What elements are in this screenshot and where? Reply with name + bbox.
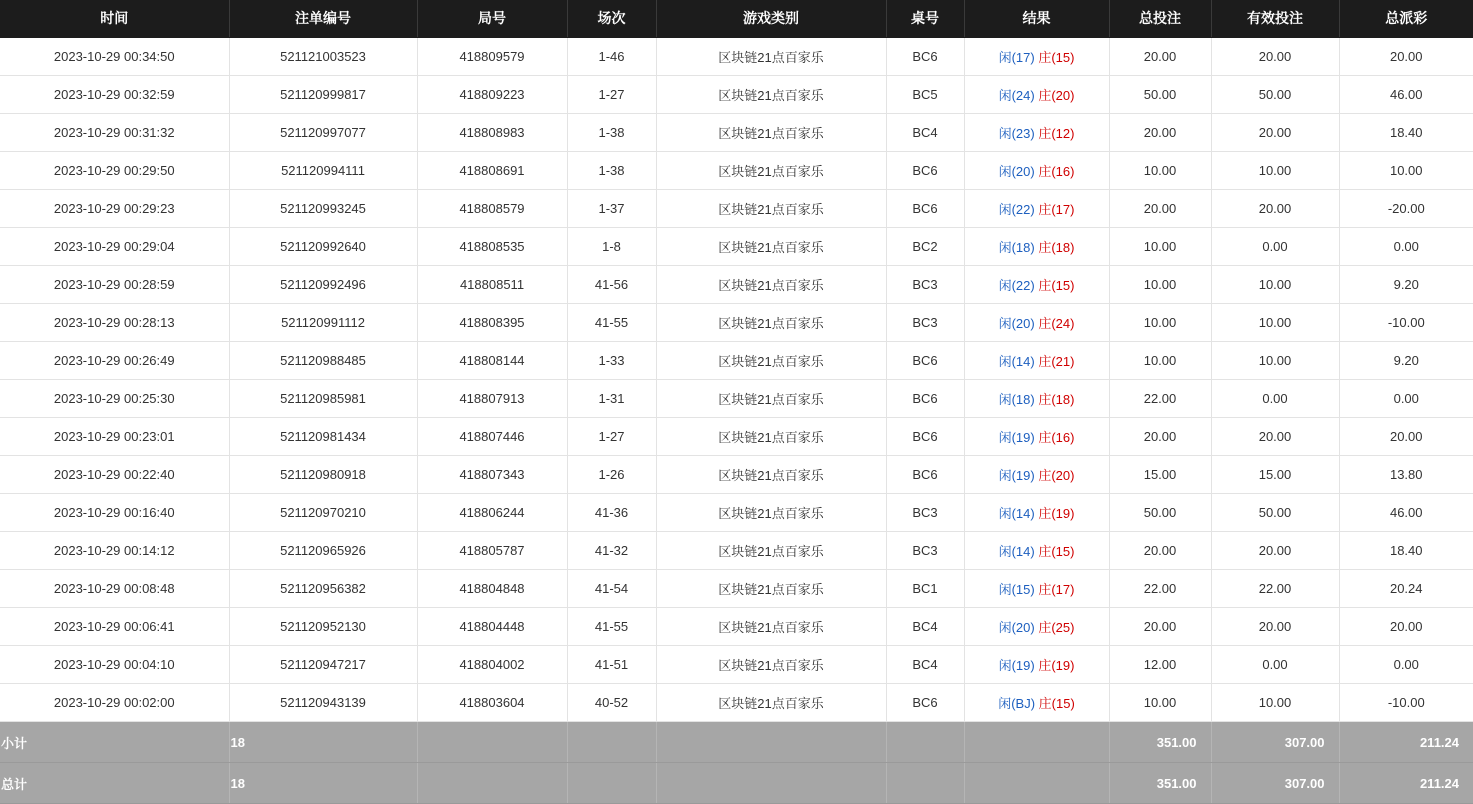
cell-total-bet[interactable]: 12.00: [1109, 646, 1211, 684]
cell-game-type: 区块链21点百家乐: [656, 570, 886, 608]
cell-result: [964, 190, 1109, 228]
result-player: 闲(19): [998, 658, 1035, 673]
cell-result: [964, 152, 1109, 190]
table-row: [0, 228, 1473, 266]
cell-order-no: 521120985981: [229, 380, 417, 418]
cell-total-payout: 20.00: [1339, 418, 1473, 456]
result-banker: 庄(15): [1038, 544, 1075, 559]
cell-valid-bet: 20.00: [1211, 38, 1339, 76]
cell-session: 1-27: [567, 418, 656, 456]
cell-order-no: 521120994111: [229, 152, 417, 190]
cell-total-payout: 20.00: [1339, 608, 1473, 646]
cell-result: [964, 114, 1109, 152]
cell-result: [964, 228, 1109, 266]
result-banker: 庄(15): [1038, 50, 1075, 65]
result-player: 闲(15): [998, 582, 1035, 597]
table-row: [0, 114, 1473, 152]
table-row: [0, 608, 1473, 646]
subtotal-valid-bet: 307.00: [1211, 722, 1339, 763]
cell-total-payout: 18.40: [1339, 532, 1473, 570]
cell-table-no: BC3: [886, 532, 964, 570]
cell-game-type: 区块链21点百家乐: [656, 646, 886, 684]
result-player: 闲(20): [998, 620, 1035, 635]
table-row: [0, 456, 1473, 494]
subtotal-round-no: [417, 722, 567, 763]
cell-order-no: 521120999817: [229, 76, 417, 114]
cell-total-payout: -10.00: [1339, 684, 1473, 722]
cell-table-no: BC3: [886, 266, 964, 304]
cell-result: [964, 38, 1109, 76]
result-banker: 庄(20): [1038, 88, 1075, 103]
cell-table-no: BC1: [886, 570, 964, 608]
cell-round-no: 418807913: [417, 380, 567, 418]
cell-table-no: BC2: [886, 228, 964, 266]
result-player: 闲(20): [998, 164, 1035, 179]
cell-result: [964, 608, 1109, 646]
cell-time: 2023-10-29 00:34:50: [0, 38, 229, 76]
cell-time: 2023-10-29 00:32:59: [0, 76, 229, 114]
cell-total-payout: 46.00: [1339, 76, 1473, 114]
column-header-table-no[interactable]: 桌号: [886, 0, 964, 38]
result-player: 闲(19): [998, 468, 1035, 483]
result-player: 闲(17): [998, 50, 1035, 65]
cell-total-bet[interactable]: 20.00: [1109, 190, 1211, 228]
cell-session: 1-27: [567, 76, 656, 114]
cell-total-payout: -20.00: [1339, 190, 1473, 228]
result-player: 闲(24): [998, 88, 1035, 103]
cell-total-bet[interactable]: 20.00: [1109, 38, 1211, 76]
cell-result: [964, 76, 1109, 114]
column-header-game-type[interactable]: 游戏类别: [656, 0, 886, 38]
cell-total-bet[interactable]: 10.00: [1109, 228, 1211, 266]
cell-table-no: BC5: [886, 76, 964, 114]
table-row: [0, 152, 1473, 190]
subtotal-table-no: [886, 722, 964, 763]
table-row: [0, 304, 1473, 342]
result-player: 闲(19): [998, 430, 1035, 445]
cell-game-type: 区块链21点百家乐: [656, 152, 886, 190]
cell-time: 2023-10-29 00:16:40: [0, 494, 229, 532]
cell-order-no: 521120991112: [229, 304, 417, 342]
cell-round-no: 418808579: [417, 190, 567, 228]
cell-order-no: 521120981434: [229, 418, 417, 456]
cell-order-no: 521120993245: [229, 190, 417, 228]
cell-round-no: 418808395: [417, 304, 567, 342]
cell-time: 2023-10-29 00:25:30: [0, 380, 229, 418]
result-player: 闲(22): [998, 202, 1035, 217]
cell-time: 2023-10-29 00:28:13: [0, 304, 229, 342]
cell-total-payout: 13.80: [1339, 456, 1473, 494]
result-player: 闲(20): [998, 316, 1035, 331]
cell-time: 2023-10-29 00:04:10: [0, 646, 229, 684]
cell-game-type: 区块链21点百家乐: [656, 684, 886, 722]
cell-total-payout: 0.00: [1339, 380, 1473, 418]
cell-total-payout: 0.00: [1339, 228, 1473, 266]
cell-table-no: BC6: [886, 684, 964, 722]
cell-round-no: 418804002: [417, 646, 567, 684]
cell-table-no: BC6: [886, 190, 964, 228]
cell-session: 40-52: [567, 684, 656, 722]
result-banker: 庄(16): [1038, 430, 1075, 445]
result-player: 闲(14): [998, 354, 1035, 369]
cell-valid-bet: 20.00: [1211, 114, 1339, 152]
cell-game-type: 区块链21点百家乐: [656, 380, 886, 418]
cell-session: 1-46: [567, 38, 656, 76]
cell-total-payout: -10.00: [1339, 304, 1473, 342]
column-header-valid-bet[interactable]: 有效投注: [1211, 0, 1339, 38]
cell-game-type: 区块链21点百家乐: [656, 532, 886, 570]
cell-round-no: 418807343: [417, 456, 567, 494]
cell-game-type: 区块链21点百家乐: [656, 456, 886, 494]
cell-total-bet[interactable]: 20.00: [1109, 418, 1211, 456]
column-header-order-no[interactable]: 注单编号: [229, 0, 417, 38]
result-banker: 庄(16): [1038, 164, 1075, 179]
cell-round-no: 418807446: [417, 418, 567, 456]
cell-round-no: 418804848: [417, 570, 567, 608]
cell-session: 41-54: [567, 570, 656, 608]
cell-session: 1-8: [567, 228, 656, 266]
column-header-total-payout[interactable]: 总派彩: [1339, 0, 1473, 38]
cell-valid-bet: 10.00: [1211, 152, 1339, 190]
cell-order-no: 521121003523: [229, 38, 417, 76]
cell-round-no: 418809579: [417, 38, 567, 76]
cell-total-payout: 18.40: [1339, 114, 1473, 152]
cell-valid-bet: 10.00: [1211, 266, 1339, 304]
table-row: [0, 684, 1473, 722]
result-banker: 庄(20): [1038, 468, 1075, 483]
cell-total-bet[interactable]: 10.00: [1109, 304, 1211, 342]
cell-round-no: 418808511: [417, 266, 567, 304]
cell-order-no: 521120992640: [229, 228, 417, 266]
cell-time: 2023-10-29 00:23:01: [0, 418, 229, 456]
result-banker: 庄(17): [1038, 582, 1075, 597]
result-player: 闲(22): [998, 278, 1035, 293]
cell-valid-bet: 0.00: [1211, 646, 1339, 684]
cell-valid-bet: 20.00: [1211, 190, 1339, 228]
result-player: 闲(14): [998, 506, 1035, 521]
grandtotal-label: 总计: [0, 763, 229, 804]
cell-table-no: BC6: [886, 456, 964, 494]
cell-time: 2023-10-29 00:08:48: [0, 570, 229, 608]
cell-result: [964, 532, 1109, 570]
grandtotal-row: [0, 763, 1473, 804]
subtotal-game-type: [656, 722, 886, 763]
grandtotal-session: [567, 763, 656, 804]
cell-table-no: BC4: [886, 114, 964, 152]
cell-result: [964, 380, 1109, 418]
cell-total-bet[interactable]: 20.00: [1109, 532, 1211, 570]
result-player: 闲(18): [998, 240, 1035, 255]
result-banker: 庄(17): [1038, 202, 1075, 217]
cell-table-no: BC6: [886, 380, 964, 418]
column-header-round-no[interactable]: 局号: [417, 0, 567, 38]
result-banker: 庄(19): [1038, 506, 1075, 521]
cell-total-bet[interactable]: 50.00: [1109, 494, 1211, 532]
cell-table-no: BC6: [886, 38, 964, 76]
cell-session: 1-38: [567, 152, 656, 190]
cell-order-no: 521120980918: [229, 456, 417, 494]
cell-total-payout: 46.00: [1339, 494, 1473, 532]
result-banker: 庄(18): [1038, 392, 1075, 407]
cell-game-type: 区块链21点百家乐: [656, 494, 886, 532]
cell-game-type: 区块链21点百家乐: [656, 114, 886, 152]
cell-valid-bet: 50.00: [1211, 76, 1339, 114]
cell-table-no: BC6: [886, 152, 964, 190]
grandtotal-total-bet: 351.00: [1109, 763, 1211, 804]
table-header-row: [0, 0, 1473, 38]
cell-valid-bet: 10.00: [1211, 304, 1339, 342]
subtotal-count: 18: [229, 722, 417, 763]
cell-session: 1-31: [567, 380, 656, 418]
cell-valid-bet: 10.00: [1211, 342, 1339, 380]
result-player: 闲(23): [998, 126, 1035, 141]
cell-round-no: 418804448: [417, 608, 567, 646]
cell-round-no: 418808691: [417, 152, 567, 190]
cell-time: 2023-10-29 00:29:50: [0, 152, 229, 190]
cell-valid-bet: 15.00: [1211, 456, 1339, 494]
table-row: [0, 38, 1473, 76]
cell-total-bet[interactable]: 15.00: [1109, 456, 1211, 494]
table-row: [0, 190, 1473, 228]
cell-game-type: 区块链21点百家乐: [656, 418, 886, 456]
cell-order-no: 521120970210: [229, 494, 417, 532]
cell-table-no: BC3: [886, 304, 964, 342]
cell-result: [964, 456, 1109, 494]
grandtotal-game-type: [656, 763, 886, 804]
subtotal-total-payout: 211.24: [1339, 722, 1473, 763]
cell-time: 2023-10-29 00:29:23: [0, 190, 229, 228]
grandtotal-valid-bet: 307.00: [1211, 763, 1339, 804]
table-row: [0, 646, 1473, 684]
cell-round-no: 418805787: [417, 532, 567, 570]
cell-result: [964, 646, 1109, 684]
subtotal-total-bet: 351.00: [1109, 722, 1211, 763]
cell-total-bet[interactable]: 22.00: [1109, 380, 1211, 418]
cell-session: 41-55: [567, 304, 656, 342]
cell-total-payout: 9.20: [1339, 266, 1473, 304]
cell-valid-bet: 20.00: [1211, 418, 1339, 456]
table-row: [0, 342, 1473, 380]
result-banker: 庄(24): [1038, 316, 1075, 331]
cell-valid-bet: 10.00: [1211, 684, 1339, 722]
cell-result: [964, 494, 1109, 532]
column-header-time[interactable]: 时间: [0, 0, 229, 38]
cell-session: 1-33: [567, 342, 656, 380]
result-banker: 庄(21): [1038, 354, 1075, 369]
cell-valid-bet: 20.00: [1211, 608, 1339, 646]
cell-order-no: 521120947217: [229, 646, 417, 684]
grandtotal-round-no: [417, 763, 567, 804]
cell-order-no: 521120988485: [229, 342, 417, 380]
cell-time: 2023-10-29 00:31:32: [0, 114, 229, 152]
cell-valid-bet: 50.00: [1211, 494, 1339, 532]
cell-table-no: BC6: [886, 342, 964, 380]
cell-game-type: 区块链21点百家乐: [656, 266, 886, 304]
cell-round-no: 418808535: [417, 228, 567, 266]
result-player: 闲(BJ): [998, 696, 1036, 711]
column-header-session[interactable]: 场次: [567, 0, 656, 38]
cell-result: [964, 304, 1109, 342]
cell-total-payout: 0.00: [1339, 646, 1473, 684]
grandtotal-count: 18: [229, 763, 417, 804]
cell-total-payout: 20.24: [1339, 570, 1473, 608]
cell-session: 41-56: [567, 266, 656, 304]
subtotal-result: [964, 722, 1109, 763]
table-body: [0, 38, 1473, 722]
cell-total-bet[interactable]: 20.00: [1109, 608, 1211, 646]
cell-session: 41-32: [567, 532, 656, 570]
result-player: 闲(14): [998, 544, 1035, 559]
cell-result: [964, 684, 1109, 722]
grandtotal-result: [964, 763, 1109, 804]
table-row: [0, 532, 1473, 570]
cell-session: 41-36: [567, 494, 656, 532]
cell-order-no: 521120965926: [229, 532, 417, 570]
cell-total-bet[interactable]: 22.00: [1109, 570, 1211, 608]
cell-total-bet[interactable]: 10.00: [1109, 684, 1211, 722]
result-banker: 庄(12): [1038, 126, 1075, 141]
cell-game-type: 区块链21点百家乐: [656, 342, 886, 380]
table-row: [0, 76, 1473, 114]
cell-game-type: 区块链21点百家乐: [656, 76, 886, 114]
cell-time: 2023-10-29 00:02:00: [0, 684, 229, 722]
result-banker: 庄(15): [1038, 696, 1075, 711]
cell-total-payout: 20.00: [1339, 38, 1473, 76]
cell-table-no: BC4: [886, 646, 964, 684]
cell-session: 1-37: [567, 190, 656, 228]
result-banker: 庄(19): [1038, 658, 1075, 673]
cell-time: 2023-10-29 00:14:12: [0, 532, 229, 570]
cell-round-no: 418808983: [417, 114, 567, 152]
column-header-total-bet[interactable]: 总投注: [1109, 0, 1211, 38]
cell-table-no: BC3: [886, 494, 964, 532]
cell-total-bet[interactable]: 20.00: [1109, 114, 1211, 152]
cell-total-bet[interactable]: 50.00: [1109, 76, 1211, 114]
cell-game-type: 区块链21点百家乐: [656, 608, 886, 646]
cell-total-bet[interactable]: 10.00: [1109, 342, 1211, 380]
table-row: [0, 570, 1473, 608]
cell-total-bet[interactable]: 10.00: [1109, 152, 1211, 190]
cell-session: 41-51: [567, 646, 656, 684]
cell-time: 2023-10-29 00:26:49: [0, 342, 229, 380]
result-player: 闲(18): [998, 392, 1035, 407]
cell-valid-bet: 20.00: [1211, 532, 1339, 570]
cell-round-no: 418809223: [417, 76, 567, 114]
cell-order-no: 521120952130: [229, 608, 417, 646]
cell-game-type: 区块链21点百家乐: [656, 38, 886, 76]
cell-time: 2023-10-29 00:22:40: [0, 456, 229, 494]
table-row: [0, 266, 1473, 304]
table-header: [0, 0, 1473, 38]
grandtotal-table-no: [886, 763, 964, 804]
result-banker: 庄(15): [1038, 278, 1075, 293]
cell-game-type: 区块链21点百家乐: [656, 304, 886, 342]
result-banker: 庄(18): [1038, 240, 1075, 255]
cell-result: [964, 418, 1109, 456]
cell-session: 1-26: [567, 456, 656, 494]
cell-round-no: 418808144: [417, 342, 567, 380]
column-header-result[interactable]: 结果: [964, 0, 1109, 38]
subtotal-session: [567, 722, 656, 763]
cell-order-no: 521120943139: [229, 684, 417, 722]
cell-round-no: 418803604: [417, 684, 567, 722]
result-banker: 庄(25): [1038, 620, 1075, 635]
cell-order-no: 521120992496: [229, 266, 417, 304]
subtotal-label: 小计: [0, 722, 229, 763]
cell-valid-bet: 22.00: [1211, 570, 1339, 608]
cell-game-type: 区块链21点百家乐: [656, 228, 886, 266]
cell-valid-bet: 0.00: [1211, 380, 1339, 418]
cell-table-no: BC6: [886, 418, 964, 456]
cell-total-bet[interactable]: 10.00: [1109, 266, 1211, 304]
cell-result: [964, 266, 1109, 304]
cell-order-no: 521120997077: [229, 114, 417, 152]
cell-time: 2023-10-29 00:29:04: [0, 228, 229, 266]
grandtotal-total-payout: 211.24: [1339, 763, 1473, 804]
table-footer: [0, 722, 1473, 804]
cell-session: 1-38: [567, 114, 656, 152]
cell-valid-bet: 0.00: [1211, 228, 1339, 266]
subtotal-row: [0, 722, 1473, 763]
cell-result: [964, 342, 1109, 380]
cell-game-type: 区块链21点百家乐: [656, 190, 886, 228]
cell-total-payout: 10.00: [1339, 152, 1473, 190]
table-row: [0, 494, 1473, 532]
table-row: [0, 418, 1473, 456]
cell-session: 41-55: [567, 608, 656, 646]
cell-time: 2023-10-29 00:28:59: [0, 266, 229, 304]
cell-round-no: 418806244: [417, 494, 567, 532]
cell-order-no: 521120956382: [229, 570, 417, 608]
table-row: [0, 380, 1473, 418]
cell-total-payout: 9.20: [1339, 342, 1473, 380]
cell-time: 2023-10-29 00:06:41: [0, 608, 229, 646]
cell-result: [964, 570, 1109, 608]
cell-table-no: BC4: [886, 608, 964, 646]
